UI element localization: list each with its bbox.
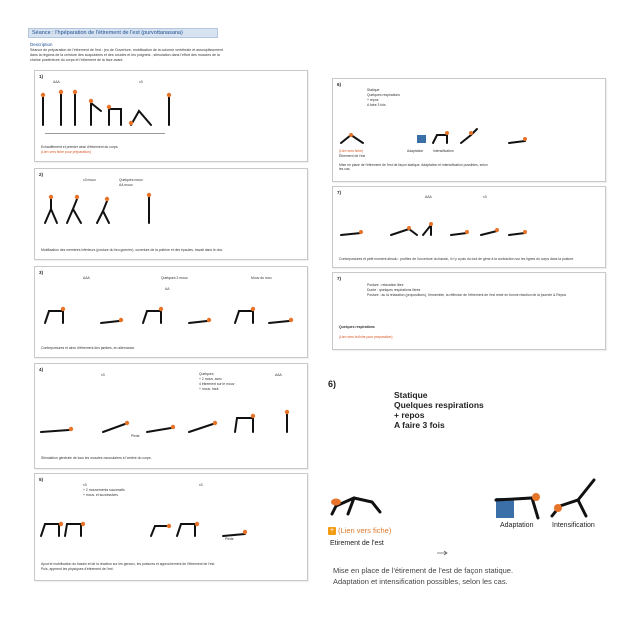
card-caption: Stimulation générale de tous les muscles musculaires à l'arrière du corps.: [41, 456, 152, 460]
card-tag: AAA: [425, 195, 432, 199]
section-number: 6): [328, 379, 337, 389]
card-tag: x3: [483, 195, 487, 199]
pose-sequence-figure: [339, 221, 529, 239]
caption-line: Mise en place de l'étirement de l'est de façon statique.: [333, 566, 514, 575]
pose-sequence-figure: [39, 303, 299, 325]
card-number: 4): [39, 367, 44, 372]
card-line: Statique: [367, 88, 380, 92]
intensification-label: Intensification: [552, 522, 595, 529]
card-number: 7): [337, 190, 342, 195]
card-heading: Quelques respirations: [339, 325, 375, 329]
instruction-line: Quelques respirations: [394, 400, 484, 410]
card-caption: Mise en place de l'étirement de l'est de façon statique. Adaptation et intensification possibles, selon les cas.: [339, 163, 488, 172]
caption-line: Adaptation et intensification possibles, selon les cas.: [333, 577, 508, 586]
card-tag: x3: [199, 483, 203, 487]
card-tag: Quelques 2 mouv.: [161, 276, 189, 280]
arrow-icon: [436, 550, 450, 556]
pose-label: Pieds: [131, 434, 140, 438]
card-tag: Mouv du mou: [251, 276, 272, 280]
card-tag: AAA: [83, 276, 90, 280]
description-label: Description: [30, 42, 53, 47]
card-number: 3): [39, 270, 44, 275]
plus-icon: +: [329, 527, 335, 535]
card-number: 7): [337, 276, 342, 281]
card-tag: x3: [101, 373, 105, 377]
card-number: 2): [39, 172, 44, 177]
pose-sequence-figure: [39, 516, 249, 538]
pose-sequence-figure: [39, 89, 179, 129]
page-title: Séance : l'hpéparation de l'étirement de l'est (purvottanasana): [28, 28, 218, 38]
sequence-card-4: [34, 363, 308, 469]
sequence-card-2: [34, 168, 308, 260]
card-caption: Puis, apprend les physiques d'étirement de l'est.: [41, 567, 114, 571]
fiche-link[interactable]: [328, 526, 391, 535]
card-line: Posture : au la relaxation (propositions), l'ensemble, la réflexion de l'étirement de l'est reste en bonne réaction de la journée & Repos: [367, 293, 567, 297]
adaptation-pose-figure: [492, 490, 550, 520]
card-link[interactable]: (Lien vers fiche pour préparation): [41, 150, 91, 154]
adaptation-label: Adaptation: [500, 522, 534, 529]
card-caption: Mobilisation des membres inférieurs (posture du lieu guerrier), ouverture de la poitrine et des épaules, travail dans le dos.: [41, 248, 224, 252]
card-caption: Echauffement et premier ainsi d'étirement du corps.: [41, 145, 119, 149]
instruction-line: Statique: [394, 390, 428, 400]
section-instructions: [394, 390, 484, 430]
card-tag: + 2 mouv. avec: [199, 377, 222, 381]
card-tag: AA: [165, 287, 170, 291]
pose-sequence-figure: [337, 127, 537, 147]
east-stretch-label: Etirement de l'est: [330, 540, 384, 547]
pose-label: Étirement de l'est: [339, 154, 366, 158]
instruction-line: A faire 3 fois: [394, 420, 445, 430]
card-caption: Ajout et mobilisation du bassin et de la réaction sur les genoux, les postures et approchement de l'étirement de l'est.: [41, 562, 216, 566]
sequence-card-8: [332, 272, 606, 350]
card-link[interactable]: (Lien vers fiche): [339, 149, 364, 153]
intensification-pose-figure: [548, 476, 600, 520]
card-line: + repos: [367, 98, 379, 102]
pose-sequence-figure: [39, 404, 301, 436]
card-line: Quelques respirations: [367, 93, 400, 97]
card-tag: AAA: [275, 373, 282, 377]
pose-sequence-figure: [39, 191, 159, 225]
card-line: A faire 3 fois: [367, 103, 386, 107]
card-tag: x3: [139, 80, 143, 84]
card-tag: x3: [83, 483, 87, 487]
card-tag: x3 mouv.: [83, 178, 97, 182]
section-caption: [333, 565, 513, 587]
east-stretch-pose-figure: [326, 486, 390, 516]
card-tag: + mouv. haut: [199, 387, 219, 391]
card-number: 5): [39, 477, 44, 482]
sequence-card-5: [34, 473, 308, 581]
card-tag: AAA: [53, 80, 60, 84]
card-caption: Contrepostures et ainsi d'étirement des jambes, en alternance.: [41, 346, 136, 350]
card-tag: + 2 mouvements successifs: [83, 488, 125, 492]
pose-label: Pieds: [225, 537, 234, 541]
fiche-link-label[interactable]: (Lien vers fiche): [338, 526, 392, 535]
card-number: 6): [337, 82, 342, 87]
sequence-card-1: [34, 70, 308, 162]
card-link[interactable]: (Lien vers la fiche pour préparation): [339, 335, 393, 339]
card-tag: AA mouv.: [119, 183, 134, 187]
pose-label: Intensification: [433, 149, 454, 153]
card-caption: Contrepostures et petit moment absolu : profitez de l'ouverture du bassin, il n'y a pas du tout de gène à la contraction sur les lignes du corps dans la posture.: [339, 257, 575, 261]
card-tag: 4 étirement sur le mouv: [199, 382, 235, 386]
pose-label: Adaptation: [407, 149, 424, 153]
card-line: Durée : quelques respirations libres: [367, 288, 421, 292]
instruction-line: + repos: [394, 410, 425, 420]
sequence-card-3: [34, 266, 308, 358]
sequence-card-6: [332, 78, 606, 182]
description-text: Séance de préparation de l'étirement de l'est : jeu de Ouverture, mobilisation de la colonne vertébrale et assouplissement dans la régions de la ceinture des scapulaires et des coudes et les poignets ; stimulation dans l'effort des muscles de la chaîne postérieure du corps et l'étirement de la face avant.: [30, 48, 223, 62]
card-number: 1): [39, 74, 44, 79]
card-tag: + mouv. et successives: [83, 493, 118, 497]
card-tag: Quelques: [199, 372, 214, 376]
sequence-card-7: [332, 186, 606, 268]
card-line: Posture : relaxation libre: [367, 283, 404, 287]
card-tag: Quelques mouv.: [119, 178, 144, 182]
